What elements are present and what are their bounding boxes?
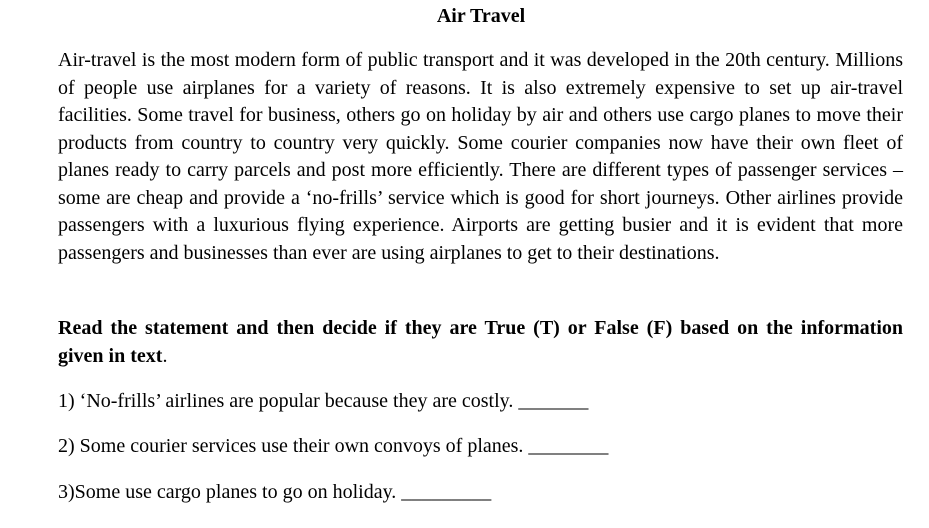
question-1: 1) ‘No-frills’ airlines are popular because they are costly. _______ xyxy=(58,390,589,412)
instruction-period: . xyxy=(162,345,168,367)
instruction-bold-text: Read the statement and then decide if they are True (T) or False (F) based on the information given in text xyxy=(58,317,903,367)
passage-text: Air-travel is the most modern form of public transport and it was developed in the 20th century. Millions of people use airplanes for a variety of reasons. It is also extremely expensive to set up air-travel facilities. Some travel for business, others go on holiday by air and others use cargo planes to move their products from country to country very quickly. Some courier companies now have their own fleet of planes ready to carry parcels and post more efficiently. There are different types of passenger services – some are cheap and provide a ‘no-frills’ service which is good for short journeys. Other airlines provide passengers with a luxurious flying experience. Airports are getting busier and it is evident that more passengers and businesses than ever are using airplanes to get to their destinations. xyxy=(58,49,903,264)
instruction-text xyxy=(58,314,903,370)
question-3: 3)Some use cargo planes to go on holiday. _________ xyxy=(58,481,492,503)
question-2: 2) Some courier services use their own convoys of planes. ________ xyxy=(58,435,609,457)
document-title: Air Travel xyxy=(436,5,526,27)
